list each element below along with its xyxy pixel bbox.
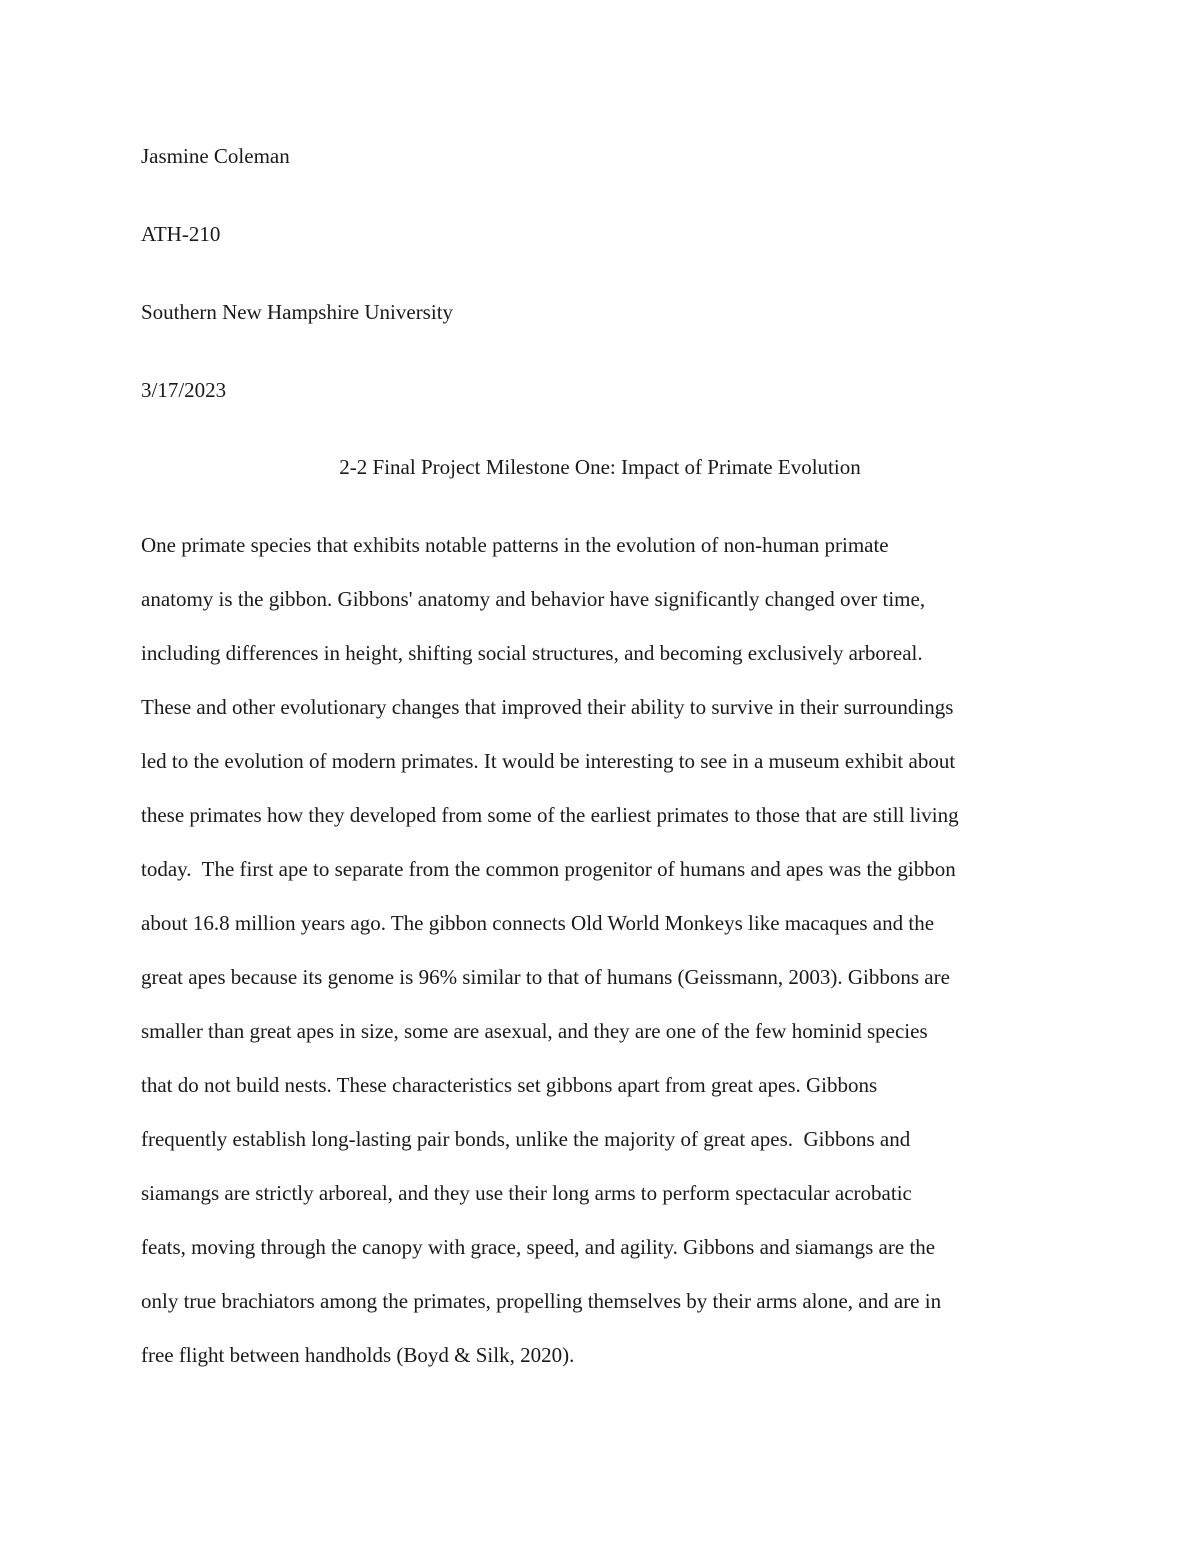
body-line: that do not build nests. These characteristics set gibbons apart from great apes. Gibbons: [141, 1073, 878, 1097]
body-line: These and other evolutionary changes that improved their ability to survive in their surroundings: [141, 695, 954, 719]
body-line: frequently establish long-lasting pair bonds, unlike the majority of great apes. Gibbons and: [141, 1127, 911, 1151]
document-date: 3/17/2023: [141, 378, 227, 402]
institution-name: Southern New Hampshire University: [141, 300, 454, 324]
body-line: only true brachiators among the primates, propelling themselves by their arms alone, and are in: [141, 1289, 942, 1313]
body-line: siamangs are strictly arboreal, and they use their long arms to perform spectacular acrobatic: [141, 1181, 912, 1205]
body-line: free flight between handholds (Boyd & Silk, 2020).: [141, 1343, 575, 1367]
body-line: feats, moving through the canopy with grace, speed, and agility. Gibbons and siamangs are the: [141, 1235, 936, 1259]
body-line: One primate species that exhibits notable patterns in the evolution of non-human primate: [141, 533, 889, 557]
body-line: about 16.8 million years ago. The gibbon connects Old World Monkeys like macaques and the: [141, 911, 935, 935]
document-title: 2-2 Final Project Milestone One: Impact of Primate Evolution: [339, 455, 861, 479]
body-line: today. The first ape to separate from the common progenitor of humans and apes was the gibbon: [141, 857, 956, 881]
body-line: led to the evolution of modern primates. It would be interesting to see in a museum exhibit about: [141, 749, 956, 773]
body-line: great apes because its genome is 96% similar to that of humans (Geissmann, 2003). Gibbons are: [141, 965, 950, 989]
course-code: ATH-210: [141, 222, 221, 246]
body-line: anatomy is the gibbon. Gibbons' anatomy and behavior have significantly changed over time,: [141, 587, 926, 611]
author-name: Jasmine Coleman: [141, 144, 290, 168]
body-line: including differences in height, shifting social structures, and becoming exclusively arboreal.: [141, 641, 923, 665]
body-line: these primates how they developed from some of the earliest primates to those that are still living: [141, 803, 959, 827]
body-line: smaller than great apes in size, some are asexual, and they are one of the few hominid species: [141, 1019, 928, 1043]
